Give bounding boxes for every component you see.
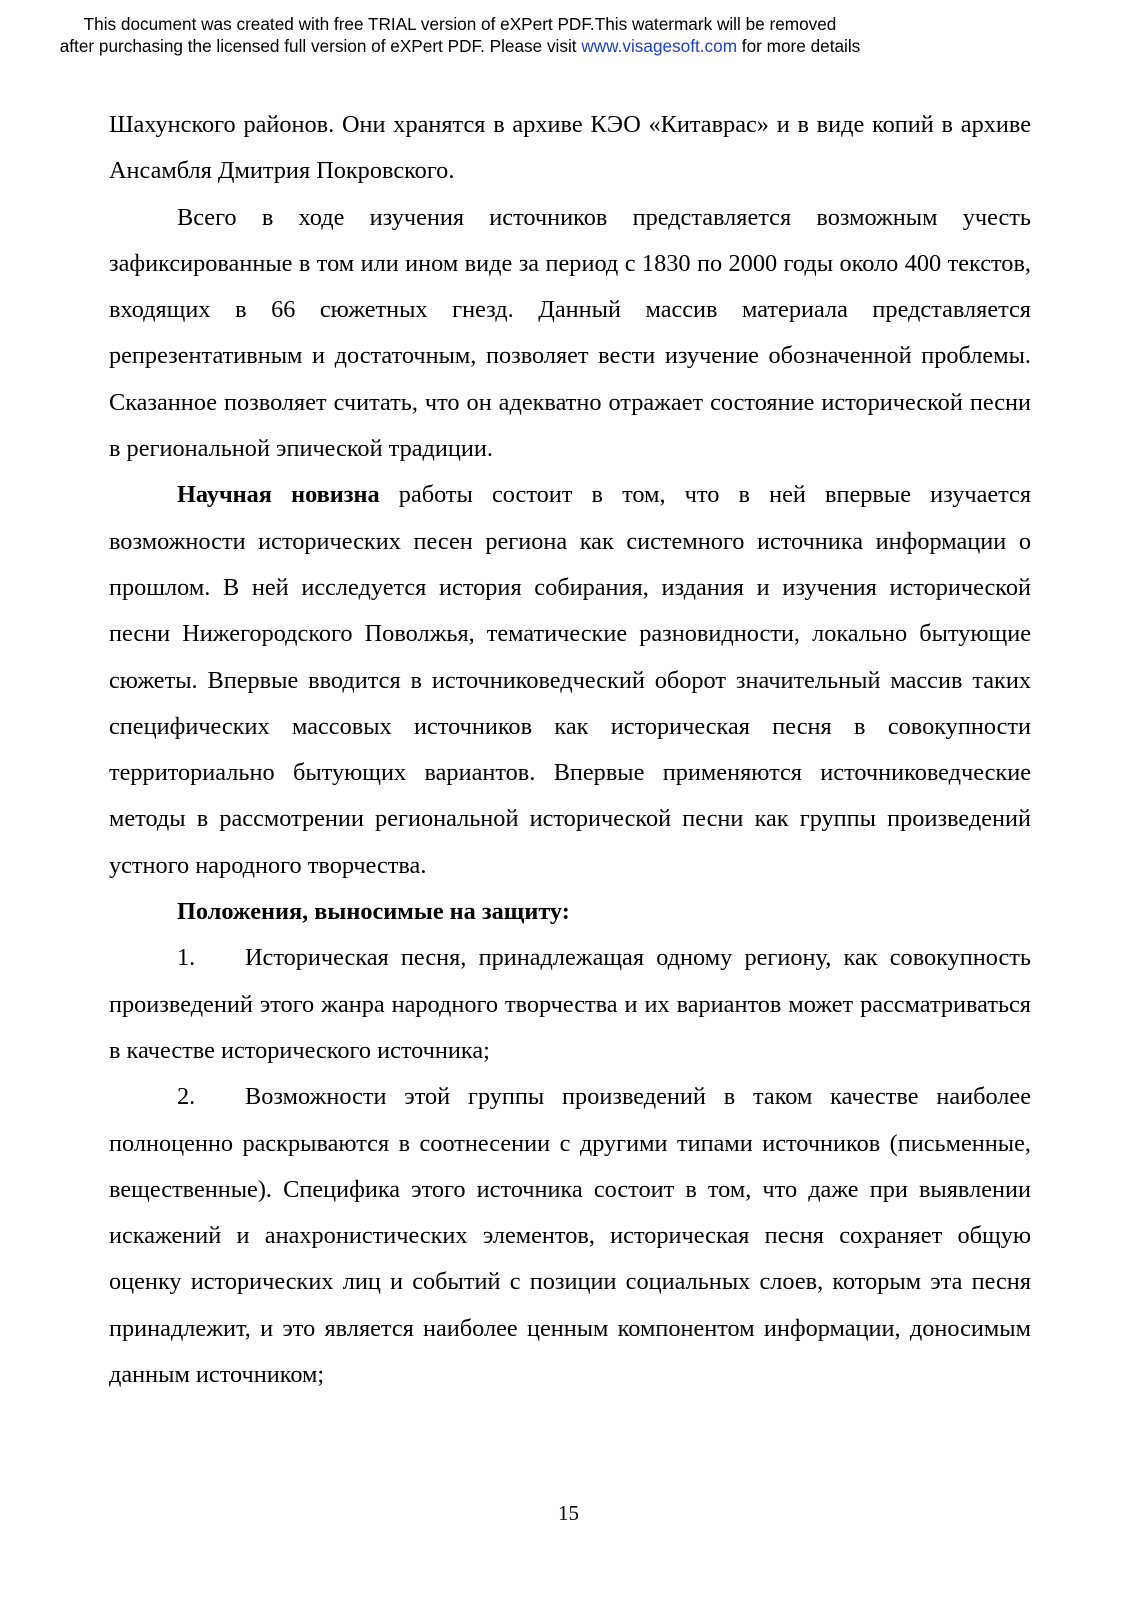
item-number: 1. — [177, 944, 196, 972]
watermark-line-1: This document was created with free TRIAL version of eXPert PDF.This watermark will be removed — [83, 14, 837, 34]
novelty-heading: Научная новизна — [177, 481, 380, 509]
watermark-text-before-link: after purchasing the licensed full version of eXPert PDF. Please visit — [59, 36, 582, 56]
defense-item-1 — [109, 935, 1031, 1074]
item-text: Возможности этой группы произведений в таком качестве наиболее полноценно раскрываются в соотнесении с другими типами источников (письменные, вещественные). Специфика этого источника состоит в том, что даже при выявлении искажений и анахронистических элементов, историческая песня сохраняет общую оценку исторических лиц и событий с позиции социальных слоев, которым эта песня принадлежит, и это является наиболее ценным компонентом информации, доносимым данным источником; — [109, 1083, 1031, 1389]
item-number: 2. — [177, 1083, 196, 1111]
defense-heading-text: Положения, выносимые на защиту: — [177, 898, 570, 926]
page-number: 15 — [558, 1501, 579, 1525]
watermark-text-after-link: for more details — [737, 36, 861, 56]
paragraph-archive: Шахунского районов. Они хранятся в архиве КЭО «Китаврас» и в виде копий в архиве Ансамбля Дмитрия Покровского. — [109, 111, 1031, 185]
paragraph-sources: Всего в ходе изучения источников представляется возможным учесть зафиксированные в том или ином виде за период с 1830 по 2000 годы около 400 текстов, входящих в 66 сюжетных гнезд. Данный массив материала представляется репрезентативным и достаточным, позволяет вести изучение обозначенной проблемы. Сказанное позволяет считать, что он адекватно отражает состояние исторической песни в региональной эпической традиции. — [109, 203, 1031, 463]
document-body — [109, 102, 1031, 1398]
item-text: Историческая песня, принадлежащая одному региону, как совокупность произведений этого жанра народного творчества и их вариантов может рассматриваться в качестве исторического источника; — [109, 944, 1031, 1064]
paragraph-novelty — [109, 472, 1031, 889]
defense-item-2 — [109, 1074, 1031, 1398]
defense-heading — [109, 889, 1031, 935]
watermark-line-2 — [0, 35, 920, 57]
watermark-link[interactable]: www.visagesoft.com — [581, 36, 738, 56]
trial-watermark — [0, 13, 920, 57]
novelty-text: работы состоит в том, что в ней впервые изучается возможности исторических песен региона как системного источника информации о прошлом. В ней исследуется история собирания, издания и изучения исторической песни Нижегородского Поволжья, тематические разновидности, локально бытующие сюжеты. Впервые вводится в источниковедческий оборот значительный массив таких специфических массовых источников как историческая песня в совокупности территориально бытующих вариантов. Впервые применяются источниковедческие методы в рассмотрении региональной исторической песни как группы произведений устного народного творчества. — [109, 481, 1032, 879]
